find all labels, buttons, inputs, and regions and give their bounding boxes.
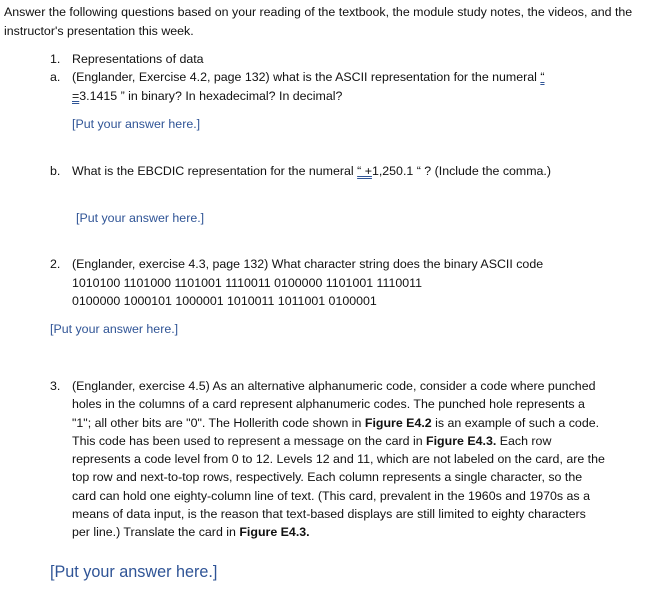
q3-figure-ref-1: Figure E4.2 bbox=[364, 415, 432, 430]
q3-text-part3: Each row represents a code level from 0 to 12. Levels 12 and 11, which are not labeled on the card, are the top row and next-to-top rows, respectively. Each column represents a single character, so the card can hold one eighty-column line of text. (This card, prevalent in the 1960s and 1970s as a means of data input, is the reason that text-based displays are still limited to eighty characters per line.) Translate the card in bbox=[72, 433, 605, 540]
q1a-answer-placeholder[interactable]: [Put your answer here.] bbox=[72, 117, 201, 131]
q2-code-line-2: 0100000 1000101 1000001 1010011 1011001 0100001 bbox=[72, 294, 377, 308]
q2-number: 2. bbox=[50, 257, 61, 271]
q1b-question-text: What is the EBCDIC representation for the numeral bbox=[72, 164, 358, 178]
q1b-question bbox=[72, 163, 551, 180]
q1b-numeral-sign: “ + bbox=[357, 164, 372, 178]
q3-figure-ref-3: Figure E4.3. bbox=[239, 525, 310, 540]
q1b-letter: b. bbox=[50, 164, 61, 178]
q3-text-part2: is an example of such a code. This code has been used to represent a message on the card in bbox=[72, 415, 600, 448]
q3-number: 3. bbox=[50, 379, 61, 393]
q1a-question-rest: 3.1415 ” in binary? In hexadecimal? In decimal? bbox=[79, 89, 343, 103]
q3-question bbox=[72, 377, 606, 542]
q1a-open-quote: “ bbox=[540, 70, 545, 84]
q1b-answer-placeholder[interactable]: [Put your answer here.] bbox=[76, 211, 205, 225]
q2-answer-placeholder[interactable]: [Put your answer here.] bbox=[50, 322, 179, 336]
q1b-question-rest: 1,250.1 “ ? (Include the comma.) bbox=[371, 164, 552, 178]
instructions-paragraph: Answer the following questions based on your reading of the textbook, the module study notes, the videos, and the instructor's presentation this week. bbox=[4, 5, 633, 38]
q2-code-line-1: 1010100 1101000 1101001 1110011 0100000 1101001 1110011 bbox=[72, 276, 423, 290]
q1-title: Representations of data bbox=[72, 52, 204, 66]
q3-text-part1: (Englander, exercise 4.5) As an alternative alphanumeric code, consider a code where punched holes in the columns of a card represent alphanumeric codes. The punched hole represents a "1"; all other bits are "0". The Hollerith code shown in bbox=[72, 379, 596, 430]
q1a-question-line2 bbox=[72, 88, 342, 105]
q1-number: 1. bbox=[50, 52, 61, 66]
q3-answer-placeholder[interactable]: [Put your answer here.] bbox=[50, 563, 218, 581]
q1a-letter: a. bbox=[50, 70, 61, 84]
q3-figure-ref-2: Figure E4.3. bbox=[426, 433, 497, 448]
q2-question: (Englander, exercise 4.3, page 132) What character string does the binary ASCII code bbox=[72, 257, 544, 271]
q1a-question-text: (Englander, Exercise 4.2, page 132) what is the ASCII representation for the numeral bbox=[72, 70, 541, 84]
q1a-minus-sign: = bbox=[72, 89, 80, 103]
q1a-question-line1 bbox=[72, 69, 545, 86]
